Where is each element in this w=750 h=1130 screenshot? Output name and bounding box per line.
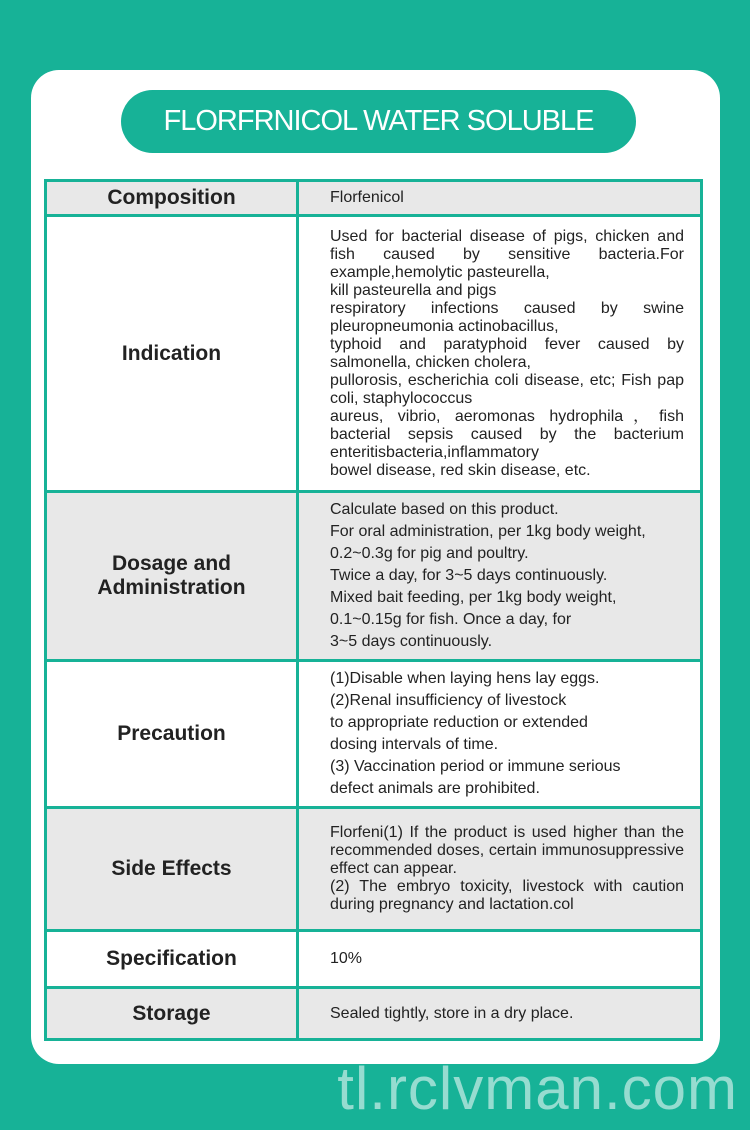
indication-line: kill pasteurella and pigs	[330, 281, 497, 299]
precaution-line: defect animals are prohibited.	[330, 780, 540, 797]
side-effects-label: Side Effects	[46, 808, 298, 931]
dosage-label-line: Dosage and	[111, 552, 232, 575]
specification-label: Specification	[46, 931, 298, 988]
product-title: FLORFRNICOL WATER SOLUBLE	[121, 90, 636, 153]
indication-line: respiratory infections caused by swine pleuropneumonia actinobacillus,	[330, 299, 684, 335]
side-effects-line: Florfeni(1) If the product is used higher than the recommended doses, certain immunosuppressive effect can appear.	[330, 824, 684, 877]
dosage-line: 3~5 days continuously.	[330, 633, 493, 650]
spec-table	[44, 179, 703, 1041]
composition-label: Composition	[46, 181, 298, 216]
indication-line: aureus, vibrio, aeromonas hydrophila，fish bacterial sepsis caused by the bacterium enteritisbacteria,inflammatory	[330, 407, 684, 461]
dosage-line: For oral administration, per 1kg body weight,	[330, 523, 646, 540]
side-effects-line: (2) The embryo toxicity, livestock with caution during pregnancy and lactation.col	[330, 878, 684, 913]
indication-line: typhoid and paratyphoid fever caused by salmonella, chicken cholera,	[330, 335, 684, 371]
precaution-line: dosing intervals of time.	[330, 736, 499, 753]
table-row-specification	[46, 931, 702, 988]
indication-line: pullorosis, escherichia coli disease, etc; Fish pap coli, staphylococcus	[330, 371, 684, 407]
precaution-line: to appropriate reduction or extended	[330, 714, 588, 731]
precaution-line: (2)Renal insufficiency of livestock	[330, 692, 567, 709]
table-row-precaution	[46, 661, 702, 808]
composition-value	[298, 181, 702, 216]
indication-value	[298, 216, 702, 492]
specification-line: 10%	[330, 950, 363, 967]
table-row-dosage	[46, 492, 702, 661]
table-row-side-effects	[46, 808, 702, 931]
dosage-label	[46, 492, 298, 661]
specification-value	[298, 931, 702, 988]
table-row-storage	[46, 988, 702, 1040]
dosage-line: 0.2~0.3g for pig and poultry.	[330, 545, 529, 562]
precaution-line: (3) Vaccination period or immune serious	[330, 758, 621, 775]
precaution-line: (1)Disable when laying hens lay eggs.	[330, 670, 600, 687]
dosage-line: Mixed bait feeding, per 1kg body weight,	[330, 589, 617, 606]
indication-line: bowel disease, red skin disease, etc.	[330, 461, 591, 479]
dosage-line: Calculate based on this product.	[330, 501, 559, 518]
watermark: tl.rclvman.com	[337, 1055, 738, 1122]
dosage-value	[298, 492, 702, 661]
dosage-label-line: Administration	[97, 576, 246, 599]
composition-line: Florfenicol	[330, 189, 404, 206]
table-row-indication	[46, 216, 702, 492]
dosage-line: 0.1~0.15g for fish. Once a day, for	[330, 611, 572, 628]
dosage-line: Twice a day, for 3~5 days continuously.	[330, 567, 608, 584]
side-effects-value	[298, 808, 702, 931]
table-row-composition	[46, 181, 702, 216]
storage-value	[298, 988, 702, 1040]
indication-label: Indication	[46, 216, 298, 492]
indication-line: Used for bacterial disease of pigs, chicken and fish caused by sensitive bacteria.For example,hemolytic pasteurella,	[330, 227, 684, 281]
precaution-value	[298, 661, 702, 808]
precaution-label: Precaution	[46, 661, 298, 808]
storage-label: Storage	[46, 988, 298, 1040]
storage-line: Sealed tightly, store in a dry place.	[330, 1004, 574, 1022]
